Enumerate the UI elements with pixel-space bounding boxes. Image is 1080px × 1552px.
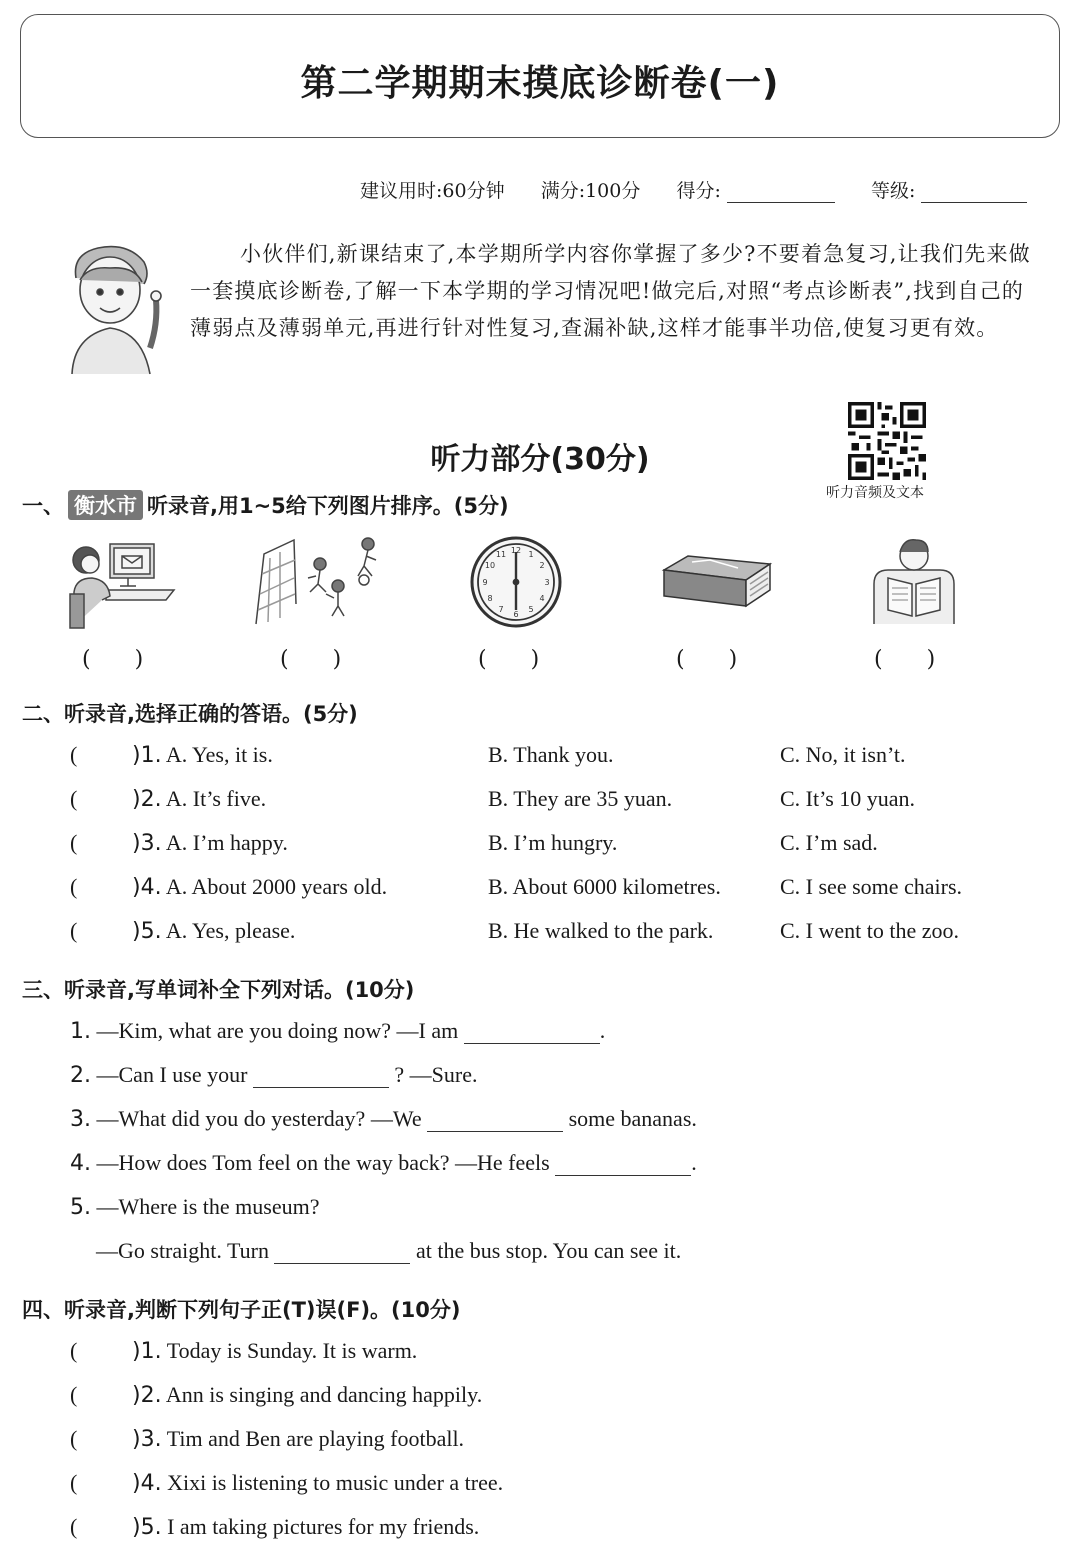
s2-item-5-option-b: B. He walked to the park. [488, 918, 714, 943]
s2-item-4 [70, 874, 387, 900]
svg-text:7: 7 [498, 605, 504, 614]
listening-heading: 听力部分(30分) [430, 442, 650, 477]
svg-text:11: 11 [495, 550, 507, 559]
book-picture [658, 534, 774, 630]
statement-text: Tim and Ben are playing football. [166, 1426, 465, 1451]
statement-text: Xixi is listening to music under a tree. [167, 1470, 504, 1495]
s4-item-2 [70, 1382, 482, 1408]
intro-paragraph: 小伙伴们,新课结束了,本学期所学内容你掌握了多少?不要着急复习,让我们先来做一套摸底诊断卷,了解一下本学期的学习情况吧!做完后,对照“考点诊断表”,找到自己的薄弱点及薄弱单元,再进行针对性复习,查漏补缺,这样才能事半功倍,使复习更有效。 [190, 242, 1031, 340]
prompt-text: —How does Tom feel on the way back? —He feels [96, 1150, 550, 1175]
item-number: )1. [132, 743, 162, 768]
answer-bracket[interactable]: ( [70, 1338, 78, 1363]
answer-bracket[interactable]: ( [70, 874, 78, 899]
score-label: 得分: [676, 180, 721, 202]
item-number: )4. [132, 875, 162, 900]
svg-text:4: 4 [539, 594, 545, 603]
item-number: 5. [70, 1195, 91, 1220]
prompt-text: —Where is the museum? [96, 1194, 320, 1219]
prompt-text: —What did you do yesterday? —We [96, 1106, 422, 1131]
statement-text: Today is Sunday. It is warm. [166, 1338, 418, 1363]
svg-text:10: 10 [484, 561, 496, 570]
s2-item-3-option-c: C. I’m sad. [780, 830, 878, 855]
item-number: )5. [132, 919, 162, 944]
answer-bracket[interactable]: ( [70, 1426, 78, 1451]
svg-text:3: 3 [544, 578, 550, 587]
s2-item-2 [70, 786, 266, 812]
option-a: A. About 2000 years old. [165, 874, 388, 899]
item-number: )2. [132, 787, 162, 812]
item-number: )2. [132, 1383, 162, 1408]
item-number: 1. [70, 1019, 91, 1044]
s2-item-1 [70, 742, 273, 768]
s2-item-5 [70, 918, 295, 944]
option-a: A. I’m happy. [165, 830, 288, 855]
item-number: )4. [132, 1471, 162, 1496]
man-reading-newspaper-picture [864, 534, 964, 630]
s2-item-4-option-c: C. I see some chairs. [780, 874, 963, 899]
svg-text:5: 5 [528, 605, 534, 614]
picture-answer-blank-2[interactable]: ( ) [280, 647, 342, 672]
item-number: 2. [70, 1063, 91, 1088]
section2-title: 二、听录音,选择正确的答语。(5分) [22, 702, 358, 726]
picture-answer-blank-4[interactable]: ( ) [676, 647, 738, 672]
answer-bracket[interactable]: ( [70, 830, 78, 855]
s2-item-3 [70, 830, 288, 856]
section3-title: 三、听录音,写单词补全下列对话。(10分) [22, 978, 415, 1002]
s2-item-2-option-b: B. They are 35 yuan. [488, 786, 673, 811]
s3-item-3 [70, 1106, 697, 1132]
svg-text:9: 9 [482, 578, 488, 587]
svg-text:2: 2 [539, 561, 545, 570]
picture-answer-blank-3[interactable]: ( ) [478, 647, 540, 672]
svg-text:6: 6 [513, 610, 519, 619]
fill-blank[interactable] [464, 1019, 600, 1044]
item-number: )5. [132, 1515, 162, 1540]
option-a: A. It’s five. [165, 786, 267, 811]
s2-item-3-option-b: B. I’m hungry. [488, 830, 618, 855]
s3-item-4 [70, 1150, 697, 1176]
fill-blank[interactable] [555, 1151, 691, 1176]
prompt-text: —Go straight. Turn [96, 1238, 269, 1263]
grade-blank[interactable] [921, 180, 1027, 203]
s2-item-5-option-c: C. I went to the zoo. [780, 918, 960, 943]
prompt-text-after: . [691, 1150, 697, 1175]
fill-blank[interactable] [253, 1063, 389, 1088]
prompt-text-after: some bananas. [568, 1106, 697, 1131]
section1-prefix: 一、 [22, 494, 64, 518]
region-tag: 衡水市 [68, 490, 143, 520]
section4-title: 四、听录音,判断下列句子正(T)误(F)。(10分) [22, 1298, 461, 1322]
score-total: 满分:100分 [540, 180, 641, 202]
option-a: A. Yes, it is. [165, 742, 273, 767]
score-blank[interactable] [727, 180, 835, 203]
answer-bracket[interactable]: ( [70, 786, 78, 811]
exam-meta [360, 176, 1027, 203]
item-number: )1. [132, 1339, 162, 1364]
item-number: 4. [70, 1151, 91, 1176]
qr-caption: 听力音频及文本 [826, 485, 924, 501]
answer-bracket[interactable]: ( [70, 1514, 78, 1539]
s4-item-4 [70, 1470, 503, 1496]
item-number: )3. [132, 831, 162, 856]
s2-item-1-option-b: B. Thank you. [488, 742, 614, 767]
answer-bracket[interactable]: ( [70, 742, 78, 767]
picture-answer-blank-5[interactable]: ( ) [874, 647, 936, 672]
grade-label: 等级: [871, 180, 916, 202]
prompt-text-after: at the bus stop. You can see it. [415, 1238, 682, 1263]
s4-item-3 [70, 1426, 464, 1452]
statement-text: Ann is singing and dancing happily. [165, 1382, 483, 1407]
s3-item-5 [70, 1194, 320, 1220]
s4-item-5 [70, 1514, 479, 1540]
s2-item-1-option-c: C. No, it isn’t. [780, 742, 906, 767]
prompt-text-after: . [599, 1018, 606, 1043]
clock-picture [466, 534, 566, 630]
s4-item-1 [70, 1338, 417, 1364]
section1-text: 听录音,用1~5给下列图片排序。(5分) [147, 494, 509, 518]
svg-text:1: 1 [528, 550, 534, 559]
time-label: 建议用时:60分钟 [360, 180, 505, 202]
page-title: 第二学期期末摸底诊断卷(一) [300, 63, 780, 104]
picture-answer-blank-1[interactable]: ( ) [82, 647, 144, 672]
boy-illustration [58, 240, 168, 375]
answer-bracket[interactable]: ( [70, 1382, 78, 1407]
s2-item-4-option-b: B. About 6000 kilometres. [488, 874, 721, 899]
item-number: 3. [70, 1107, 91, 1132]
prompt-text: —Can I use your [96, 1062, 248, 1087]
girl-at-computer-picture [66, 534, 176, 630]
fill-blank[interactable] [274, 1239, 410, 1264]
prompt-text: —Kim, what are you doing now? —I am [96, 1018, 459, 1043]
svg-text:8: 8 [487, 594, 493, 603]
s3-item-2 [70, 1062, 478, 1088]
answer-bracket[interactable]: ( [70, 918, 78, 943]
s3-item-5-line2 [96, 1238, 681, 1264]
statement-text: I am taking pictures for my friends. [167, 1514, 480, 1539]
title-box [20, 14, 1060, 138]
svg-text:12: 12 [510, 546, 522, 555]
prompt-text-after: ? —Sure. [394, 1062, 478, 1087]
s2-item-2-option-c: C. It’s 10 yuan. [780, 786, 916, 811]
boys-playing-football-picture [250, 534, 390, 630]
item-number: )3. [132, 1427, 162, 1452]
fill-blank[interactable] [427, 1107, 563, 1132]
section1-title [22, 490, 509, 520]
s3-item-1 [70, 1018, 605, 1044]
answer-bracket[interactable]: ( [70, 1470, 78, 1495]
option-a: A. Yes, please. [165, 918, 296, 943]
